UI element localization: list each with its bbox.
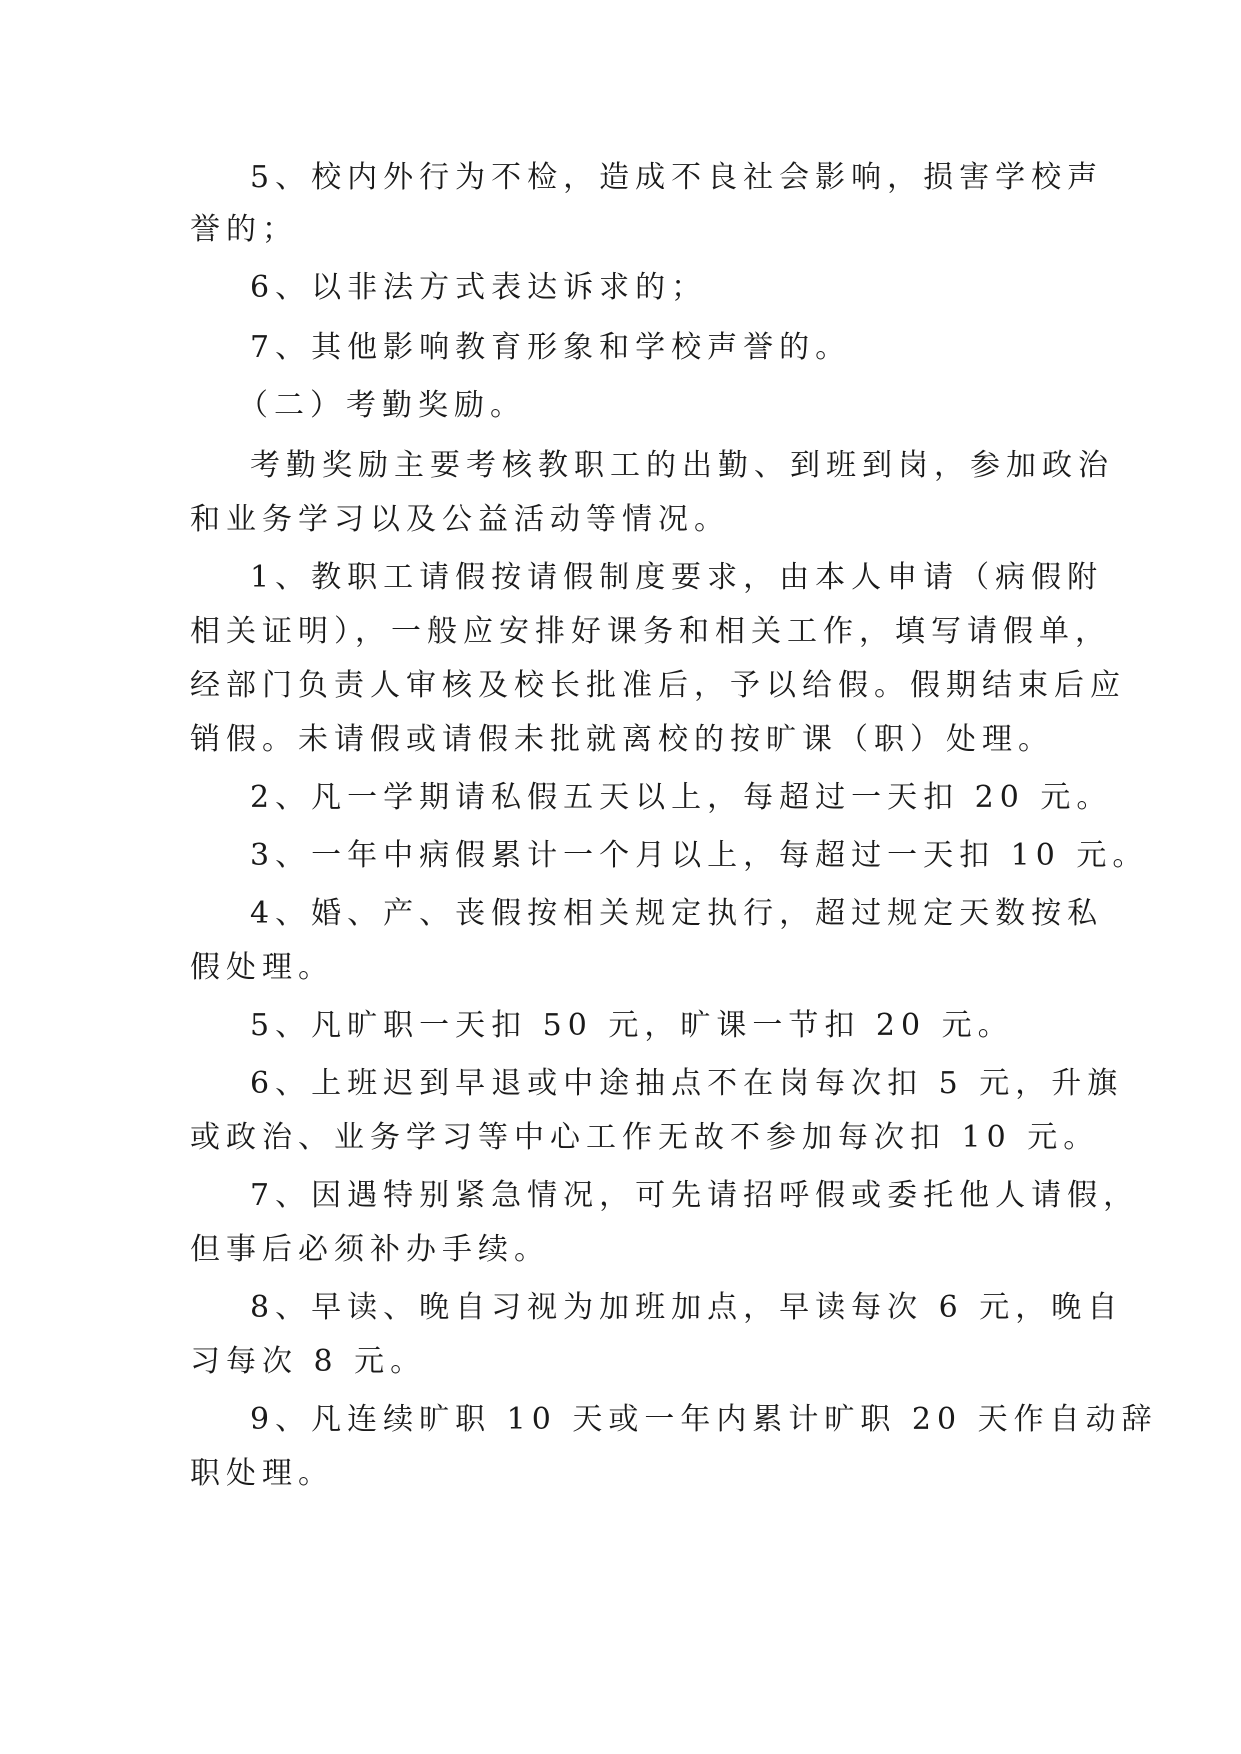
section-heading: （二）考勤奖励。 [238,388,526,423]
paragraph-line: 7、其他影响教育形象和学校声誉的。 [250,330,852,365]
paragraph-line: 誉的； [190,212,298,247]
paragraph-line: 3、一年中病假累计一个月以上，每超过一天扣 10 元。 [250,838,1149,873]
paragraph-line: 6、上班迟到早退或中途抽点不在岗每次扣 5 元，升旗 [250,1066,1124,1101]
paragraph-line: 但事后必须补办手续。 [190,1232,550,1267]
paragraph-line: 9、凡连续旷职 10 天或一年内累计旷职 20 天作自动辞 [250,1402,1158,1437]
paragraph-line: 2、凡一学期请私假五天以上，每超过一天扣 20 元。 [250,780,1113,815]
paragraph-line: 销假。未请假或请假未批就离校的按旷课（职）处理。 [190,722,1054,757]
paragraph-line: 5、校内外行为不检，造成不良社会影响，损害学校声 [250,160,1104,195]
paragraph-line: 职处理。 [190,1456,334,1491]
paragraph-line: 考勤奖励主要考核教职工的出勤、到班到岗，参加政治 [250,448,1114,483]
paragraph-line: 经部门负责人审核及校长批准后，予以给假。假期结束后应 [190,668,1126,703]
paragraph-line: 或政治、业务学习等中心工作无故不参加每次扣 10 元。 [190,1120,1100,1155]
paragraph-line: 6、以非法方式表达诉求的； [250,270,708,305]
paragraph-line: 和业务学习以及公益活动等情况。 [190,502,730,537]
paragraph-line: 8、早读、晚自习视为加班加点，早读每次 6 元，晚自 [250,1290,1124,1325]
paragraph-line: 7、因遇特别紧急情况，可先请招呼假或委托他人请假， [250,1178,1140,1213]
paragraph-line: 1、教职工请假按请假制度要求，由本人申请（病假附 [250,560,1104,595]
paragraph-line: 4、婚、产、丧假按相关规定执行，超过规定天数按私 [250,896,1104,931]
paragraph-line: 假处理。 [190,950,334,985]
paragraph-line: 习每次 8 元。 [190,1344,427,1379]
paragraph-line: 相关证明），一般应安排好课务和相关工作，填写请假单， [190,614,1111,649]
paragraph-line: 5、凡旷职一天扣 50 元，旷课一节扣 20 元。 [250,1008,1014,1043]
